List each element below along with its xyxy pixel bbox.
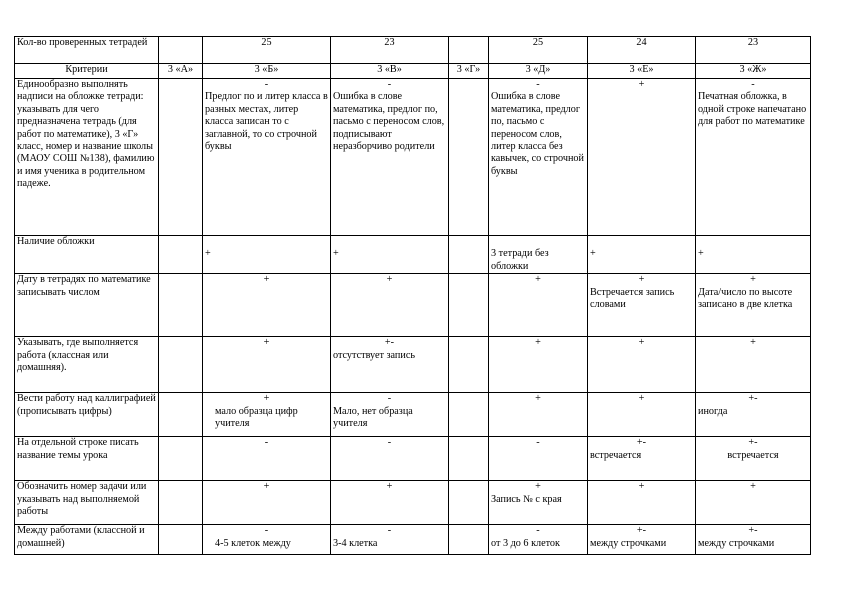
result-mark (333, 236, 446, 248)
result-mark: + (263, 481, 270, 493)
class-result-cell (331, 525, 449, 555)
class-result-cell (203, 525, 331, 555)
result-note: 3-4 клетка (333, 537, 378, 549)
result-note: от 3 до 6 клеток (491, 537, 560, 549)
class-result-cell (159, 337, 203, 393)
result-mark (161, 437, 200, 449)
class-result-cell (696, 393, 811, 437)
class-result-cell (449, 437, 489, 481)
class-result-cell (696, 79, 811, 236)
result-mark: - (536, 79, 540, 90)
class-result-cell (696, 481, 811, 525)
result-mark: - (387, 79, 392, 90)
class-result-cell (203, 274, 331, 337)
result-mark: + (535, 274, 541, 286)
result-mark (161, 337, 200, 349)
result-mark: +- (748, 393, 758, 405)
result-mark: + (386, 274, 393, 286)
class-result-cell (159, 437, 203, 481)
result-mark (451, 337, 486, 349)
class-result-cell (203, 236, 331, 274)
class-result-cell (159, 525, 203, 555)
result-mark: + (263, 393, 270, 405)
criteria-row (15, 274, 811, 337)
class-result-cell (696, 337, 811, 393)
result-mark: - (264, 437, 269, 449)
result-note: мало образца цифр учителя (215, 405, 298, 430)
result-note: + (698, 248, 704, 260)
class-result-cell (449, 525, 489, 555)
class-result-cell (203, 79, 331, 236)
class-result-cell (588, 274, 696, 337)
result-mark (451, 437, 486, 449)
result-mark (698, 236, 808, 248)
class-result-cell (588, 337, 696, 393)
class-result-cell (449, 481, 489, 525)
class-result-cell (449, 274, 489, 337)
class-result-cell (588, 79, 696, 236)
result-mark: +- (748, 525, 758, 537)
count-cell-d: 25 (489, 37, 588, 64)
class-result-cell (489, 337, 588, 393)
result-mark: + (638, 481, 645, 493)
result-mark: - (536, 437, 540, 449)
class-result-cell (489, 481, 588, 525)
class-result-cell (449, 79, 489, 236)
result-mark (205, 236, 328, 248)
class-header: 3 «Г» (449, 64, 489, 79)
class-header: 3 «В» (331, 64, 449, 79)
result-mark: + (638, 393, 645, 405)
class-result-cell (489, 236, 588, 274)
result-note: иногда (698, 405, 728, 417)
class-result-cell (588, 437, 696, 481)
class-result-cell (203, 437, 331, 481)
class-result-cell (159, 236, 203, 274)
class-header-row (15, 64, 811, 79)
class-result-cell (203, 337, 331, 393)
class-result-cell (331, 79, 449, 236)
class-result-cell (588, 236, 696, 274)
class-result-cell (159, 274, 203, 337)
result-mark (161, 79, 200, 91)
result-mark: + (750, 337, 756, 349)
class-result-cell (159, 79, 203, 236)
result-mark (451, 525, 486, 537)
class-result-cell (588, 481, 696, 525)
result-mark (161, 393, 200, 405)
result-note: Встречается запись словами (590, 286, 675, 311)
count-cell-a (159, 37, 203, 64)
class-result-cell (696, 274, 811, 337)
class-result-cell (203, 393, 331, 437)
result-mark (451, 274, 486, 286)
result-mark: +- (384, 337, 395, 349)
result-mark (161, 481, 200, 493)
class-result-cell (203, 481, 331, 525)
result-mark: - (264, 525, 269, 537)
class-result-cell (588, 393, 696, 437)
criteria-row (15, 79, 811, 236)
criterion-cell: Между работами (классной и домашней) (15, 525, 159, 555)
criterion-cell: Наличие обложки (15, 236, 159, 274)
result-mark: + (638, 79, 645, 90)
result-note: Печатная обложка, в одной строке напечатано для работ по математике (698, 91, 807, 128)
result-mark: - (751, 79, 755, 90)
criteria-row (15, 481, 811, 525)
result-note: Дата/число по высоте записано в две клетка (698, 286, 793, 311)
result-note: Запись № с края (491, 493, 562, 505)
result-mark (451, 236, 486, 248)
class-result-cell (331, 337, 449, 393)
class-result-cell (159, 393, 203, 437)
inspection-table (14, 36, 811, 555)
criteria-row (15, 437, 811, 481)
result-note: встречается (590, 449, 642, 461)
count-cell-e: 24 (588, 37, 696, 64)
count-cell-v: 23 (331, 37, 449, 64)
result-note: между строчками (590, 537, 667, 549)
result-mark: +- (636, 437, 647, 449)
count-cell-b: 25 (203, 37, 331, 64)
criterion-cell: Обозначить номер задачи или указывать над выполняемой работы (15, 481, 159, 525)
criterion-cell: Дату в тетрадях по математике записывать числом (15, 274, 159, 337)
class-result-cell (489, 79, 588, 236)
class-result-cell (489, 525, 588, 555)
result-note: отсутствует запись (333, 349, 415, 361)
class-header: 3 «Е» (588, 64, 696, 79)
result-mark: + (263, 337, 270, 349)
result-mark: + (638, 337, 645, 349)
criterion-cell: Единообразно выполнять надписи на обложке тетради: указывать для чего предназначена тетрадь (для работ по математике), 3 «Г» класс, номер и название школы (МАОУ СОШ №138), фамилию и имя ученика в родительном падеже. (15, 79, 159, 236)
result-note: Ошибка в слове математика, предлог по, пасьмо с переносом слов, подписывают неразборчиво родители (333, 91, 445, 153)
class-header: 3 «Ж» (696, 64, 811, 79)
class-result-cell (588, 525, 696, 555)
class-result-cell (696, 236, 811, 274)
result-note: + (205, 248, 211, 260)
class-result-cell (489, 274, 588, 337)
result-mark: + (638, 274, 645, 286)
class-result-cell (159, 481, 203, 525)
result-mark (451, 79, 486, 91)
result-note: 3 тетради без обложки (491, 248, 549, 272)
class-result-cell (449, 393, 489, 437)
criteria-row (15, 236, 811, 274)
criteria-header: Критерии (15, 64, 159, 79)
count-row (15, 37, 811, 64)
class-result-cell (331, 393, 449, 437)
result-note: + (333, 248, 339, 260)
result-mark: - (387, 525, 392, 537)
result-note: встречается (727, 449, 779, 461)
class-header: 3 «Д» (489, 64, 588, 79)
result-mark: + (386, 481, 393, 493)
result-mark: - (536, 525, 540, 537)
criteria-row (15, 393, 811, 437)
result-mark (451, 481, 486, 493)
result-mark: + (535, 481, 541, 493)
class-result-cell (331, 236, 449, 274)
result-mark: +- (636, 525, 647, 537)
class-result-cell (696, 525, 811, 555)
class-header: 3 «А» (159, 64, 203, 79)
result-note: Мало, нет образца учителя (333, 405, 413, 430)
class-result-cell (331, 481, 449, 525)
count-cell-zh: 23 (696, 37, 811, 64)
criterion-cell: На отдельной строке писать название темы урока (15, 437, 159, 481)
result-mark: + (535, 337, 541, 349)
count-row-label: Кол-во проверенных тетрадей (15, 37, 159, 64)
result-mark (491, 236, 585, 248)
result-mark: + (535, 393, 541, 405)
count-cell-g (449, 37, 489, 64)
criterion-cell: Вести работу над каллиграфией (прописывать цифры) (15, 393, 159, 437)
criteria-row (15, 337, 811, 393)
class-result-cell (449, 337, 489, 393)
class-header: 3 «Б» (203, 64, 331, 79)
result-note: 4-5 клеток между (215, 537, 291, 549)
result-mark: +- (748, 437, 758, 449)
criteria-row (15, 525, 811, 555)
result-mark (161, 274, 200, 286)
criterion-cell: Указывать, где выполняется работа (классная или домашняя). (15, 337, 159, 393)
class-result-cell (331, 274, 449, 337)
class-result-cell (331, 437, 449, 481)
criteria-body (15, 79, 811, 555)
result-mark: - (264, 79, 269, 90)
result-mark (451, 393, 486, 405)
result-mark (161, 525, 200, 537)
result-note: между строчками (698, 537, 775, 549)
result-mark (590, 236, 693, 248)
result-mark: + (750, 274, 756, 286)
result-note: Ошибка в слове математика, предлог по, пасьмо с переносом слов, литер класса без кавычек, со строчной буквы (491, 91, 584, 177)
class-result-cell (489, 437, 588, 481)
result-note: + (590, 248, 596, 260)
class-result-cell (489, 393, 588, 437)
result-mark: - (387, 437, 392, 449)
result-mark: - (387, 393, 392, 405)
result-mark: + (263, 274, 270, 286)
result-note: Предлог по и литер класса в разных местах, литер класса записан то с заглавной, то со строчной буквы (205, 91, 328, 153)
result-mark (161, 236, 200, 248)
class-result-cell (449, 236, 489, 274)
result-mark: + (750, 481, 756, 493)
class-result-cell (696, 437, 811, 481)
